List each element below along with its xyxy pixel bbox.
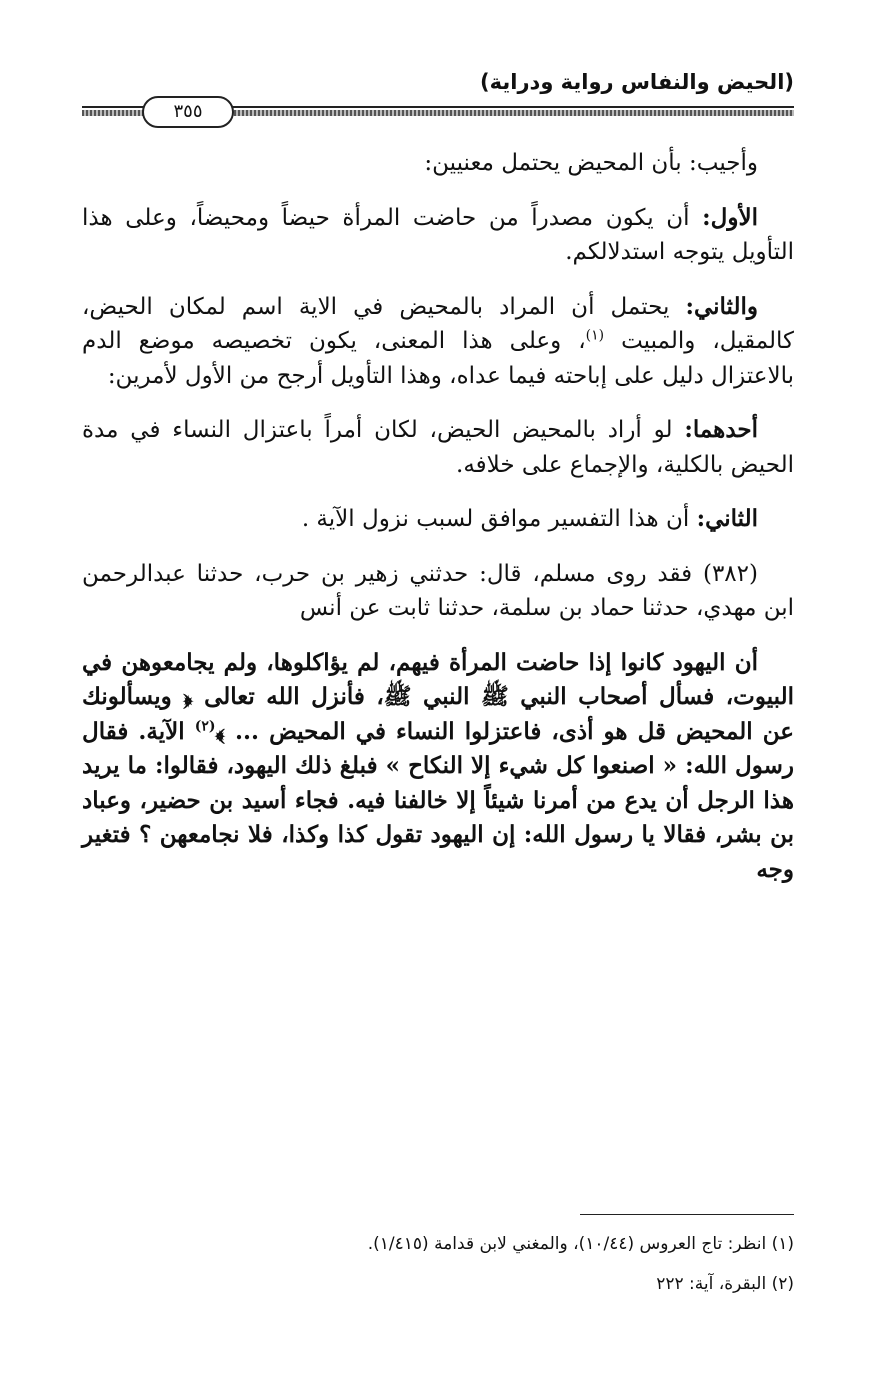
page-number: ٣٥٥ [142, 96, 234, 128]
second-meaning-text-b: ، وعلى هذا المعنى، يكون تخصيصه موضع الدم بالاعتزال دليل على إباحته فيما عداه، وهذا التأويل أرجح من الأول لأمرين: [82, 328, 794, 389]
footnote-divider [580, 1214, 794, 1215]
footnote-ref-1[interactable]: (١) [585, 327, 605, 344]
page-header [82, 66, 794, 126]
reason-two-text: أن هذا التفسير موافق لسبب نزول الآية . [301, 506, 697, 532]
paragraph-reason-two [82, 502, 794, 537]
footnote-1-number: (١) [771, 1234, 794, 1254]
paragraph-reason-one [82, 413, 794, 482]
reason-one-text: لو أراد بالمحيض الحيض، لكان أمراً باعتزال النساء في مدة الحيض بالكلية، والإجماع على خلافه. [82, 417, 794, 478]
label-two: الثاني: [696, 505, 758, 532]
first-meaning-text: أن يكون مصدراً من حاضت المرأة حيضاً ومحيضاً، وعلى هذا التأويل يتوجه استدلالكم. [82, 204, 794, 265]
label-second: والثاني: [685, 292, 758, 320]
label-first: الأول: [702, 203, 758, 231]
paragraph-first-meaning [82, 201, 794, 270]
label-one: أحدهما: [684, 416, 758, 443]
footnote-2-text: البقرة، آية: ٢٢٢ [656, 1274, 772, 1295]
footnote-ref-2[interactable]: (٢) [194, 717, 216, 734]
footnote-2-number: (٢) [771, 1274, 794, 1295]
paragraph-answer: وأجيب: بأن المحيض يحتمل معنيين: [424, 150, 758, 176]
running-title: (الحيض والنفاس رواية ودراية) [480, 70, 794, 94]
footnotes [82, 1228, 794, 1309]
main-text [82, 146, 794, 907]
paragraph-second-meaning [82, 290, 794, 394]
hadith-text-b: الآية. فقال رسول الله: « اصنعوا كل شيء إلا النكاح » فبلغ ذلك اليهود، فقالوا: ما يريد هذا الرجل أن يدع من أمرنا شيئاً إلا خالفنا فيه. فجاء أسيد بن حضير، وعباد بن بشر، فقالا يا رسول الله: إن اليهود تقول كذا وكذا، فلا نجامعهن ؟ فتغير وجه [82, 717, 794, 883]
paragraph-narration-chain: (٣٨٢) فقد روى مسلم، قال: حدثني زهير بن حرب، حدثنا عبدالرحمن ابن مهدي، حدثنا حماد بن سلمة، حدثنا ثابت عن أنس [82, 560, 794, 621]
footnote-1-text: انظر: تاج العروس (١٠/٤٤)، والمغني لابن قدامة (١/٤١٥). [367, 1234, 772, 1254]
footnote-2 [82, 1268, 794, 1300]
second-meaning-text-a: يحتمل أن المراد بالمحيض في الاية اسم لمكان الحيض، كالمقيل، والمبيت [82, 293, 794, 354]
hadith-text-a: أن اليهود كانوا إذا حاضت المرأة فيهم، لم يؤاكلوها، ولم يجامعوهن في البيوت، فسأل أصحاب النبي ﷺ النبي ﷺ، فأنزل الله تعالى ﴿ ويسألونك عن المحيض قل هو أذى، فاعتزلوا النساء في المحيض ... ﴾ [82, 648, 794, 745]
paragraph-hadith [82, 646, 794, 888]
footnote-1 [82, 1228, 794, 1260]
